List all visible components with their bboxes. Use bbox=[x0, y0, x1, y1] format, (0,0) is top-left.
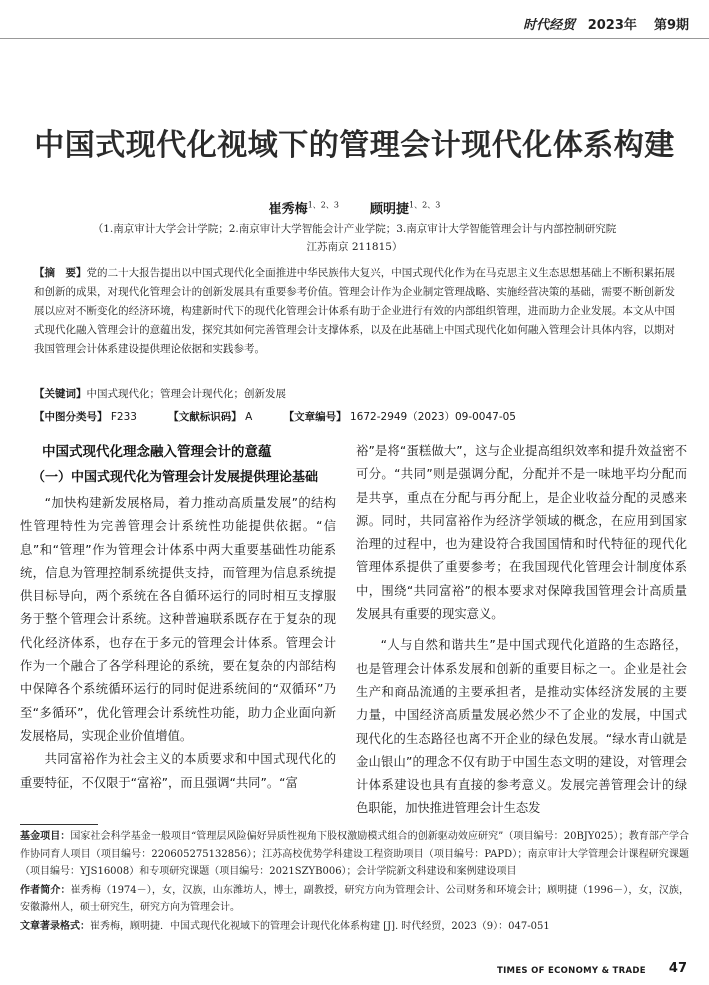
keywords bbox=[34, 386, 675, 401]
affiliation-line: （1.南京审计大学会计学院；2.南京审计大学智能会计产业学院；3.南京审计大学智能管理会计与内部控制研究院 bbox=[92, 223, 617, 235]
article-title: 中国式现代化视域下的管理会计现代化体系构建 bbox=[34, 128, 675, 163]
doc-code-label: 【文献标识码】 bbox=[168, 411, 242, 423]
author-affiliation-sup: 1、2、3 bbox=[307, 200, 339, 210]
author-name: 顾明捷 bbox=[370, 202, 410, 217]
article-no-label: 【文章编号】 bbox=[283, 411, 347, 423]
keywords-label: 【关键词】 bbox=[34, 388, 87, 400]
header-divider bbox=[0, 38, 709, 39]
author-bio-label: 作者简介： bbox=[20, 884, 71, 896]
body-column-right bbox=[356, 440, 687, 821]
fund-note bbox=[20, 828, 689, 881]
abstract-label: 【摘 要】 bbox=[34, 267, 87, 279]
fund-label: 基金项目： bbox=[20, 831, 71, 842]
affiliations bbox=[30, 220, 679, 256]
author-bio-text: 崔秀梅（1974－），女，汉族，山东潍坊人，博士，副教授，研究方向为管理会计、公司财务和环境会计；顾明捷（1996－），女，汉族，安徽滁州人，硕士研究生，研究方向为管理会计。 bbox=[20, 884, 689, 913]
abstract bbox=[34, 264, 675, 359]
page-number: 47 bbox=[668, 961, 687, 976]
classification-line bbox=[34, 409, 689, 424]
author-line bbox=[0, 198, 709, 217]
affiliation-line: 江苏南京 211815） bbox=[306, 241, 403, 253]
author-name: 崔秀梅 bbox=[268, 202, 308, 217]
body-paragraph: 共同富裕作为社会主义的本质要求和中国式现代化的重要特征，不仅限于“富裕”，而且强调“共同”。“富 bbox=[20, 752, 336, 790]
body-column-left bbox=[20, 440, 336, 795]
journal-issue: 第9期 bbox=[653, 18, 689, 33]
subsection-heading: （一）中国式现代化为管理会计发展提供理论基础 bbox=[32, 470, 319, 485]
citation-format bbox=[20, 918, 689, 936]
citation-label: 文章著录格式： bbox=[20, 920, 90, 932]
citation-text: 崔秀梅，顾明捷．中国式现代化视域下的管理会计现代化体系构建 [J]. 时代经贸，2023（9）：047-051 bbox=[90, 920, 550, 932]
footnotes bbox=[20, 828, 689, 936]
clc-label: 【中图分类号】 bbox=[34, 411, 108, 423]
journal-year: 2023年 bbox=[587, 18, 637, 33]
body-paragraph: “人与自然和谐共生”是中国式现代化道路的生态路径，也是管理会计体系发展和创新的重要目标之一。企业是社会生产和商品流通的主要承担者，是推动实体经济发展的主要力量，中国经济高质量发展必然少不了企业的发展，中国式现代化的生态路径也离不开企业的绿色发展。“绿水青山就是金山银山”的理念不仅有助于中国生态文明的建设，对管理会计体系建设也具有直接的参考意义。发展完善管理会计的绿色职能，加快推进管理会计生态发 bbox=[356, 638, 687, 816]
footnote-divider bbox=[20, 824, 98, 825]
journal-name: 时代经贸 bbox=[523, 18, 576, 33]
article-no-value: 1672-2949（2023）09-0047-05 bbox=[350, 411, 516, 423]
clc-value: F233 bbox=[110, 411, 137, 423]
fund-text: 国家社会科学基金一般项目“管理层风险偏好异质性视角下股权激励模式组合的创新驱动效应研究”（项目编号：20BJY025）；教育部产学合作协同育人项目（项目编号：220605275132856）；江苏高校优势学科建设工程资助项目（项目编号：PAPD）；南京审计大学管理会计课程研究课题（项目编号：YJS16008）和专项研究课题（项目编号：2021SZYB006）；会计学院新文科建设和案例建设项目 bbox=[20, 831, 690, 877]
author-bio bbox=[20, 882, 689, 917]
keywords-text: 中国式现代化；管理会计现代化；创新发展 bbox=[86, 388, 286, 400]
journal-header bbox=[523, 14, 689, 33]
section-heading: 中国式现代化理念融入管理会计的意蕴 bbox=[42, 444, 272, 460]
author-affiliation-sup: 1、2、3 bbox=[409, 200, 441, 210]
abstract-text: 党的二十大报告提出以中国式现代化全面推进中华民族伟大复兴，中国式现代化作为在马克思主义生态思想基础上不断积累拓展和创新的成果，对现代化管理会计的创新发展具有重要参考价值。管理会计作为企业制定管理战略、实施经营决策的基础，需要不断创新发展以应对不断变化的经济环境，构建新时代下的现代化管理会计体系有助于企业进行有效的内部组织管理，进而助力企业发展。本文从中国式现代化融入管理会计的意蕴出发，探究其如何完善管理会计支撑体系，以及在此基础上中国式现代化如何融入管理会计具体内容，以期对我国管理会计体系建设提供理论依据和实践参考。 bbox=[34, 267, 676, 355]
doc-code-value: A bbox=[245, 411, 253, 423]
body-paragraph: “加快构建新发展格局，着力推动高质量发展”的结构性管理特性为完善管理会计系统性功能提供依据。“信息”和“管理”作为管理会计体系中两大重要基础性功能系统，信息为管理控制系统提供支持，而管理为信息系统提供目标导向，两个系统在各自循环运行的同时相互支撑服务于整个管理会计系统。这种普遍联系既存在于复杂的现代化经济体系，也存在于多元的管理会计体系。管理会计作为一个融合了各学科理论的系统，要在复杂的内部结构中保障各个系统循环运行的同时促进系统间的“双循环”乃至“多循环”，优化管理会计系统性功能，助力企业面向新发展格局，实现企业价值增值。 bbox=[20, 496, 336, 743]
footer-journal-name: TIMES OF ECONOMY & TRADE bbox=[497, 966, 646, 976]
body-paragraph: 裕”是将“蛋糕做大”，这与企业提高组织效率和提升效益密不可分。“共同”则是强调分配，分配并不是一味地平均分配而是共享，重点在分配与再分配上，是企业收益分配的灵感来源。同时，共同富裕作为经济学领域的概念，在应用到国家治理的过程中，也为建设符合我国国情和时代特征的现代化管理体系提供了重要参考；在我国现代化管理会计制度体系中，围绕“共同富裕”的根本要求对保障我国管理会计高质量发展具有重要的现实意义。 bbox=[356, 444, 687, 622]
